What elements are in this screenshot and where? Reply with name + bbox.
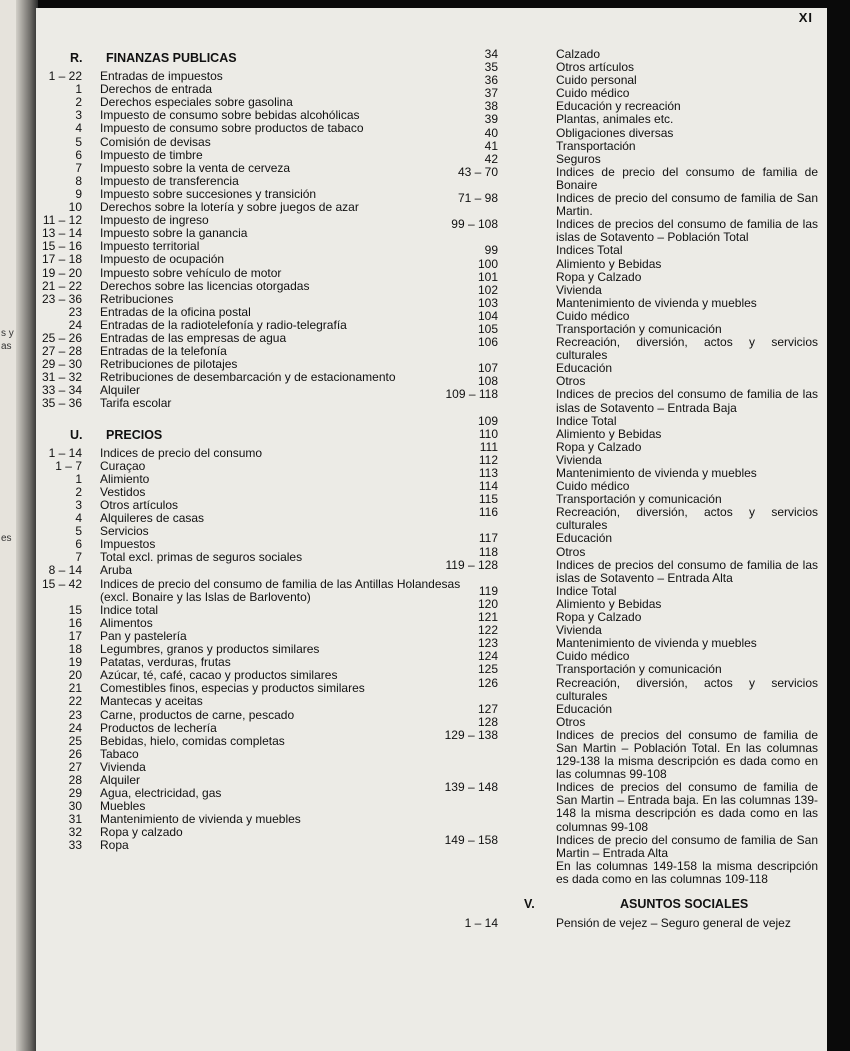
- column-range: 1 – 22: [48, 69, 82, 84]
- column-range: 21 – 22: [41, 278, 82, 293]
- entry-description: Indices de precio del consumo de familia de las Antillas Holandesas (excl. Bonaire y las Islas de Barlovento): [100, 576, 461, 604]
- column-range: 15: [68, 602, 82, 617]
- column-range: 112: [478, 452, 498, 467]
- index-entry: [418, 244, 818, 257]
- entry-description: Ropa y Calzado: [556, 610, 642, 625]
- entry-description: Pensión de vejez – Seguro general de vejez: [556, 916, 791, 931]
- column-range: 39: [484, 112, 498, 127]
- column-range: 4: [75, 511, 82, 526]
- entry-description: Derechos sobre las licencias otorgadas: [100, 278, 310, 293]
- entry-description: Transportación y comunicación: [556, 662, 722, 677]
- entry-description: Impuesto territorial: [100, 239, 200, 254]
- column-range: 128: [477, 714, 498, 729]
- entry-description: Alquiler: [100, 383, 141, 398]
- column-range: 115: [478, 492, 498, 507]
- column-range: 114: [478, 479, 498, 494]
- entry-description: Otros: [556, 714, 586, 729]
- column-range: 103: [477, 295, 498, 310]
- entry-description: Vivienda: [556, 282, 602, 297]
- entry-description: Impuesto de transferencia: [100, 173, 239, 188]
- column-range: 33 – 34: [41, 383, 82, 398]
- column-range: 123: [477, 636, 498, 651]
- index-entry: [36, 253, 466, 266]
- entry-description: Indices de precios del consumo de familia de San Martin – Entrada baja. En las columnas 139-148 la misma descripción es dada como en las columnas 99-108: [556, 780, 818, 834]
- column-range: 5: [75, 524, 82, 539]
- column-range: 120: [477, 596, 498, 611]
- column-range: 31 – 32: [41, 370, 82, 385]
- index-entry: [418, 729, 818, 781]
- entry-description: Cuido médico: [556, 649, 630, 664]
- column-range: 1: [75, 82, 82, 97]
- entry-description: Derechos de entrada: [100, 82, 213, 97]
- entry-description: Aruba: [100, 563, 133, 578]
- column-range: 3: [75, 108, 82, 123]
- entry-description: Patatas, verduras, frutas: [100, 655, 231, 670]
- entry-description: Indices de precios del consumo de familia de las islas de Sotavento – Entrada Baja: [556, 387, 818, 415]
- column-range: 40: [484, 125, 498, 140]
- finanzas-list: [36, 70, 466, 410]
- section-heading-precios: [36, 429, 466, 442]
- index-entry: [418, 716, 818, 729]
- index-entry: [36, 175, 466, 188]
- entry-description: Mantecas y aceitas: [100, 694, 203, 709]
- entry-description: Otros: [556, 374, 586, 389]
- entry-description: Comisión de devisas: [100, 134, 211, 149]
- entry-description: Impuesto sobre succesiones y transición: [100, 186, 317, 201]
- entry-description: Indices de precio del consumo de familia de Bonaire: [556, 164, 818, 192]
- column-range: 34: [484, 47, 498, 61]
- index-entry: [418, 113, 818, 126]
- entry-description: Alimiento y Bebidas: [556, 256, 662, 271]
- entry-description: Mantenimiento de vivienda y muebles: [556, 466, 757, 480]
- column-range: 139 – 148: [444, 780, 498, 795]
- section-title: FINANZAS PUBLICAS: [106, 51, 237, 65]
- index-entry: [418, 428, 818, 441]
- entry-description: Mantenimiento de vivienda y muebles: [100, 812, 301, 827]
- entry-description: Transportación: [556, 138, 636, 153]
- entry-description: Total excl. primas de seguros sociales: [100, 550, 303, 565]
- column-range: 5: [75, 134, 82, 149]
- index-entry: [36, 149, 466, 162]
- entry-description: Impuesto sobre vehículo de motor: [100, 265, 282, 280]
- index-entry: [418, 388, 818, 414]
- entry-description: Retribuciones de desembarcación y de estacionamento: [100, 370, 396, 385]
- column-range: 41: [484, 138, 498, 153]
- column-range: 33: [68, 838, 82, 853]
- index-entry: [36, 722, 466, 735]
- entry-description: Alimiento: [100, 471, 150, 486]
- entry-description: Derechos sobre la lotería y sobre juegos de azar: [100, 200, 359, 215]
- section-title: ASUNTOS SOCIALES: [620, 897, 749, 911]
- entry-description: Muebles: [100, 799, 146, 814]
- entry-description: Educación: [556, 361, 613, 376]
- entry-description: Entradas de impuestos: [100, 69, 223, 84]
- entry-description: Mantenimiento de vivienda y muebles: [556, 636, 757, 651]
- right-column: [418, 48, 818, 930]
- column-range: 8: [75, 173, 82, 188]
- section-title: PRECIOS: [106, 427, 163, 442]
- entry-description: Pan y pastelería: [100, 628, 187, 643]
- entry-description: Tabaco: [100, 746, 139, 761]
- column-range: 1: [75, 471, 82, 486]
- index-entry: [418, 441, 818, 454]
- column-range: 27: [68, 759, 82, 774]
- index-entry: [36, 695, 466, 708]
- index-entry: [36, 617, 466, 630]
- entry-description: Vivienda: [556, 623, 602, 638]
- column-range: 149 – 158: [444, 832, 498, 847]
- entry-description: Curaçao: [100, 458, 146, 473]
- entry-description: Impuesto de consumo sobre bebidas alcohólicas: [100, 108, 360, 123]
- column-range: 116: [478, 505, 498, 520]
- index-entry: [36, 709, 466, 722]
- column-range: 26: [68, 746, 82, 761]
- entry-description: Cuido médico: [556, 86, 630, 101]
- entry-description: Cuido médico: [556, 308, 630, 323]
- entry-description: Recreación, diversión, actos y servicios culturales: [556, 675, 818, 703]
- column-range: 6: [75, 537, 82, 552]
- column-range: 121: [477, 610, 498, 625]
- column-range: 22: [68, 694, 82, 709]
- column-range: 104: [477, 308, 498, 323]
- column-range: 25 – 26: [41, 330, 82, 345]
- index-entry: [36, 473, 466, 486]
- entry-description: Agua, electricidad, gas: [100, 786, 222, 801]
- entry-description: Derechos especiales sobre gasolina: [100, 95, 293, 110]
- adjacent-page-fragment: as: [1, 341, 12, 352]
- column-range: 106: [477, 335, 498, 350]
- entry-description: Retribuciones de pilotajes: [100, 357, 238, 372]
- index-entry: [418, 415, 818, 428]
- entry-description: Impuesto sobre la venta de cerveza: [100, 160, 291, 175]
- column-range: 16: [68, 615, 82, 630]
- entry-description: Entradas de la oficina postal: [100, 304, 251, 319]
- column-range: 119: [478, 583, 498, 598]
- index-entry: [36, 162, 466, 175]
- entry-description: Mantenimiento de vivienda y muebles: [556, 295, 757, 310]
- entry-description: Carne, productos de carne, pescado: [100, 707, 295, 722]
- index-entry: [418, 677, 818, 703]
- column-range: 28: [68, 772, 82, 787]
- column-range: 122: [477, 623, 498, 638]
- index-entry: [418, 271, 818, 284]
- index-entry: [36, 748, 466, 761]
- entry-description: Indice Total: [556, 413, 617, 428]
- column-range: 111: [479, 439, 498, 454]
- entry-description: Indice total: [100, 602, 159, 617]
- column-range: 32: [68, 825, 82, 840]
- entry-description: Ropa y Calzado: [556, 269, 642, 284]
- adjacent-page-fragment: s y: [1, 328, 14, 339]
- column-range: 108: [477, 374, 498, 389]
- entry-description: Indices Total: [556, 243, 623, 258]
- column-range: 35 – 36: [41, 396, 82, 411]
- column-range: 15 – 42: [41, 576, 82, 591]
- entry-description: Indice Total: [556, 583, 617, 598]
- precios-continued-list: [418, 48, 818, 886]
- entry-description: Ropa y calzado: [100, 825, 183, 840]
- column-range: 109: [477, 413, 498, 428]
- column-range: 24: [68, 317, 82, 332]
- entry-description: Ropa y Calzado: [556, 439, 642, 454]
- entry-description: Bebidas, hielo, comidas completas: [100, 733, 285, 748]
- index-entry: [418, 336, 818, 362]
- adjacent-page-fragment: es: [1, 533, 12, 544]
- column-range: 20: [68, 668, 82, 683]
- left-column: [36, 52, 466, 853]
- column-range: 19 – 20: [41, 265, 82, 280]
- entry-description: Recreación, diversión, actos y servicios culturales: [556, 505, 818, 533]
- entry-description: Ropa: [100, 838, 129, 853]
- column-range: 8 – 14: [48, 563, 82, 578]
- index-entry: [418, 284, 818, 297]
- entry-description: Retribuciones: [100, 291, 174, 306]
- entry-description: Otros artículos: [556, 60, 635, 75]
- index-entry: [418, 917, 818, 930]
- column-range: 125: [477, 662, 498, 677]
- entry-description: Educación y recreación: [556, 99, 681, 114]
- entry-description: Otros: [556, 544, 586, 559]
- column-range: 126: [477, 675, 498, 690]
- index-entry: [36, 306, 466, 319]
- column-range: 110: [478, 426, 498, 441]
- column-range: 127: [477, 701, 498, 716]
- column-range: 23: [68, 707, 82, 722]
- column-range: 24: [68, 720, 82, 735]
- column-range: 4: [75, 121, 82, 136]
- entry-description: Alquileres de casas: [100, 511, 205, 526]
- column-range: 38: [484, 99, 498, 114]
- column-range: 27 – 28: [41, 344, 82, 359]
- index-entry: [418, 559, 818, 585]
- column-range: 129 – 138: [444, 727, 498, 742]
- entry-description: Recreación, diversión, actos y servicios culturales: [556, 335, 818, 363]
- index-entry: [36, 460, 466, 473]
- entry-description: Impuesto de timbre: [100, 147, 203, 162]
- column-range: 37: [484, 86, 498, 101]
- entry-description: Obligaciones diversas: [556, 125, 674, 140]
- entry-description: Indices de precio del consumo: [100, 445, 263, 460]
- entry-description: Impuestos: [100, 537, 156, 552]
- index-entry: [418, 860, 818, 886]
- column-range: 1 – 14: [48, 445, 82, 460]
- index-entry: [418, 140, 818, 153]
- index-entry: [418, 258, 818, 271]
- column-range: 7: [75, 550, 82, 565]
- column-range: 17: [68, 628, 82, 643]
- index-entry: [418, 127, 818, 140]
- column-range: 107: [477, 361, 498, 376]
- section-letter: R.: [70, 51, 83, 65]
- index-entry: [418, 310, 818, 323]
- index-entry: [36, 397, 466, 410]
- index-entry: [36, 280, 466, 293]
- entry-description: Calzado: [556, 47, 601, 61]
- section-letter: V.: [524, 897, 535, 911]
- column-range: 99 – 108: [451, 217, 498, 232]
- column-range: 9: [75, 186, 82, 201]
- entry-description: Cuido médico: [556, 479, 630, 494]
- entry-description: Plantas, animales etc.: [556, 112, 674, 127]
- asuntos-sociales-list: [418, 917, 818, 930]
- index-entry: [36, 604, 466, 617]
- column-range: 21: [68, 681, 82, 696]
- column-range: 113: [478, 466, 498, 480]
- column-range: 35: [484, 60, 498, 75]
- column-range: 19: [68, 655, 82, 670]
- index-entry: [418, 297, 818, 310]
- column-range: 10: [68, 200, 82, 215]
- column-range: 31: [68, 812, 82, 827]
- index-entry: [36, 319, 466, 332]
- index-entry: [36, 735, 466, 748]
- column-range: 43 – 70: [457, 164, 498, 179]
- column-range: 11 – 12: [42, 213, 82, 228]
- entry-description: Educación: [556, 531, 613, 546]
- entry-description: Productos de lechería: [100, 720, 217, 735]
- index-entry: [36, 267, 466, 280]
- column-range: 36: [484, 73, 498, 88]
- entry-description: En las columnas 149-158 la misma descripción es dada como en las columnas 109-118: [556, 858, 818, 886]
- index-entry: [36, 293, 466, 306]
- entry-description: Tarifa escolar: [100, 396, 172, 411]
- column-range: 71 – 98: [457, 191, 498, 206]
- entry-description: Indices de precios del consumo de familia de San Martin – Población Total. En las columnas 129-138 la misma descripción es dada como en las columnas 99-108: [556, 727, 818, 782]
- index-entry: [36, 136, 466, 149]
- column-range: 18: [68, 642, 82, 657]
- page-number: XI: [798, 10, 813, 25]
- entry-description: Indices de precio del consumo de familia de San Martin – Entrada Alta: [556, 832, 818, 860]
- entry-description: Alquiler: [100, 772, 141, 787]
- column-range: 105: [477, 321, 498, 336]
- entry-description: Comestibles finos, especias y productos similares: [100, 681, 365, 696]
- index-entry: [418, 166, 818, 192]
- entry-description: Impuesto de consumo sobre productos de tabaco: [100, 121, 364, 136]
- column-range: 124: [477, 649, 498, 664]
- column-range: 117: [478, 531, 498, 546]
- index-entry: [418, 703, 818, 716]
- entry-description: Transportación y comunicación: [556, 321, 722, 336]
- column-range: 99: [484, 243, 498, 258]
- section-heading-asuntos-sociales: [418, 898, 818, 911]
- entry-description: Impuesto de ingreso: [100, 213, 209, 228]
- column-range: 118: [478, 544, 498, 559]
- index-entry: [418, 585, 818, 598]
- index-entry: [36, 839, 466, 852]
- column-range: 119 – 128: [445, 557, 498, 572]
- entry-description: Indices de precios del consumo de familia de las islas de Sotavento – Entrada Alta: [556, 557, 818, 585]
- index-entry: [36, 564, 466, 577]
- column-range: 15 – 16: [41, 239, 82, 254]
- entry-description: Impuesto de ocupación: [100, 252, 225, 267]
- column-range: 2: [75, 484, 82, 499]
- column-range: 7: [75, 160, 82, 175]
- column-range: 30: [68, 799, 82, 814]
- entry-description: Entradas de la radiotelefonía y radio-telegrafía: [100, 317, 347, 332]
- entry-description: Impuesto sobre la ganancia: [100, 226, 248, 241]
- entry-description: Legumbres, granos y productos similares: [100, 642, 320, 657]
- index-entry: [418, 153, 818, 166]
- index-entry: [36, 761, 466, 774]
- entry-description: Entradas de la telefonía: [100, 344, 227, 359]
- entry-description: Transportación y comunicación: [556, 492, 722, 507]
- column-range: 2: [75, 95, 82, 110]
- column-range: 100: [477, 256, 498, 271]
- column-range: 1 – 14: [464, 916, 498, 931]
- entry-description: Cuido personal: [556, 73, 637, 88]
- entry-description: Alimiento y Bebidas: [556, 596, 662, 611]
- index-entry: [418, 663, 818, 676]
- entry-description: Vestidos: [100, 484, 146, 499]
- entry-description: Alimentos: [100, 615, 153, 630]
- column-range: 3: [75, 498, 82, 512]
- index-entry: [418, 218, 818, 244]
- precios-list: [36, 447, 466, 853]
- entry-description: Azúcar, té, café, cacao y productos similares: [100, 668, 338, 683]
- column-range: 25: [68, 733, 82, 748]
- index-entry: [36, 447, 466, 460]
- entry-description: Servicios: [100, 524, 149, 539]
- column-range: 23: [68, 304, 82, 319]
- column-range: 13 – 14: [41, 226, 82, 241]
- entry-description: Vivienda: [556, 452, 602, 467]
- entry-description: Entradas de las empresas de agua: [100, 330, 287, 345]
- column-range: 29 – 30: [41, 357, 82, 372]
- column-range: 42: [484, 151, 498, 166]
- section-heading-finanzas: [36, 52, 466, 65]
- section-letter: U.: [70, 427, 83, 442]
- index-page: [36, 8, 827, 1051]
- index-entry: [418, 781, 818, 833]
- index-entry: [36, 122, 466, 135]
- column-range: 6: [75, 147, 82, 162]
- index-entry: [418, 532, 818, 545]
- book-gutter-shadow: [16, 0, 38, 1051]
- index-entry: [36, 578, 466, 604]
- column-range: 1 – 7: [55, 458, 82, 473]
- entry-description: Otros artículos: [100, 498, 179, 512]
- column-range: 102: [477, 282, 498, 297]
- index-entry: [418, 546, 818, 559]
- column-range: 17 – 18: [41, 252, 82, 267]
- entry-description: Alimiento y Bebidas: [556, 426, 662, 441]
- entry-description: Indices de precios del consumo de familia de las islas de Sotavento – Población Total: [556, 217, 818, 245]
- entry-description: Educación: [556, 701, 613, 716]
- index-entry: [418, 506, 818, 532]
- index-entry: [418, 834, 818, 860]
- column-range: 109 – 118: [445, 387, 498, 402]
- index-entry: [418, 192, 818, 218]
- entry-description: Vivienda: [100, 759, 146, 774]
- entry-description: Seguros: [556, 151, 601, 166]
- column-range: 29: [68, 786, 82, 801]
- column-range: 23 – 36: [41, 291, 82, 306]
- entry-description: Indices de precio del consumo de familia de San Martin.: [556, 191, 818, 219]
- column-range: 101: [477, 269, 498, 284]
